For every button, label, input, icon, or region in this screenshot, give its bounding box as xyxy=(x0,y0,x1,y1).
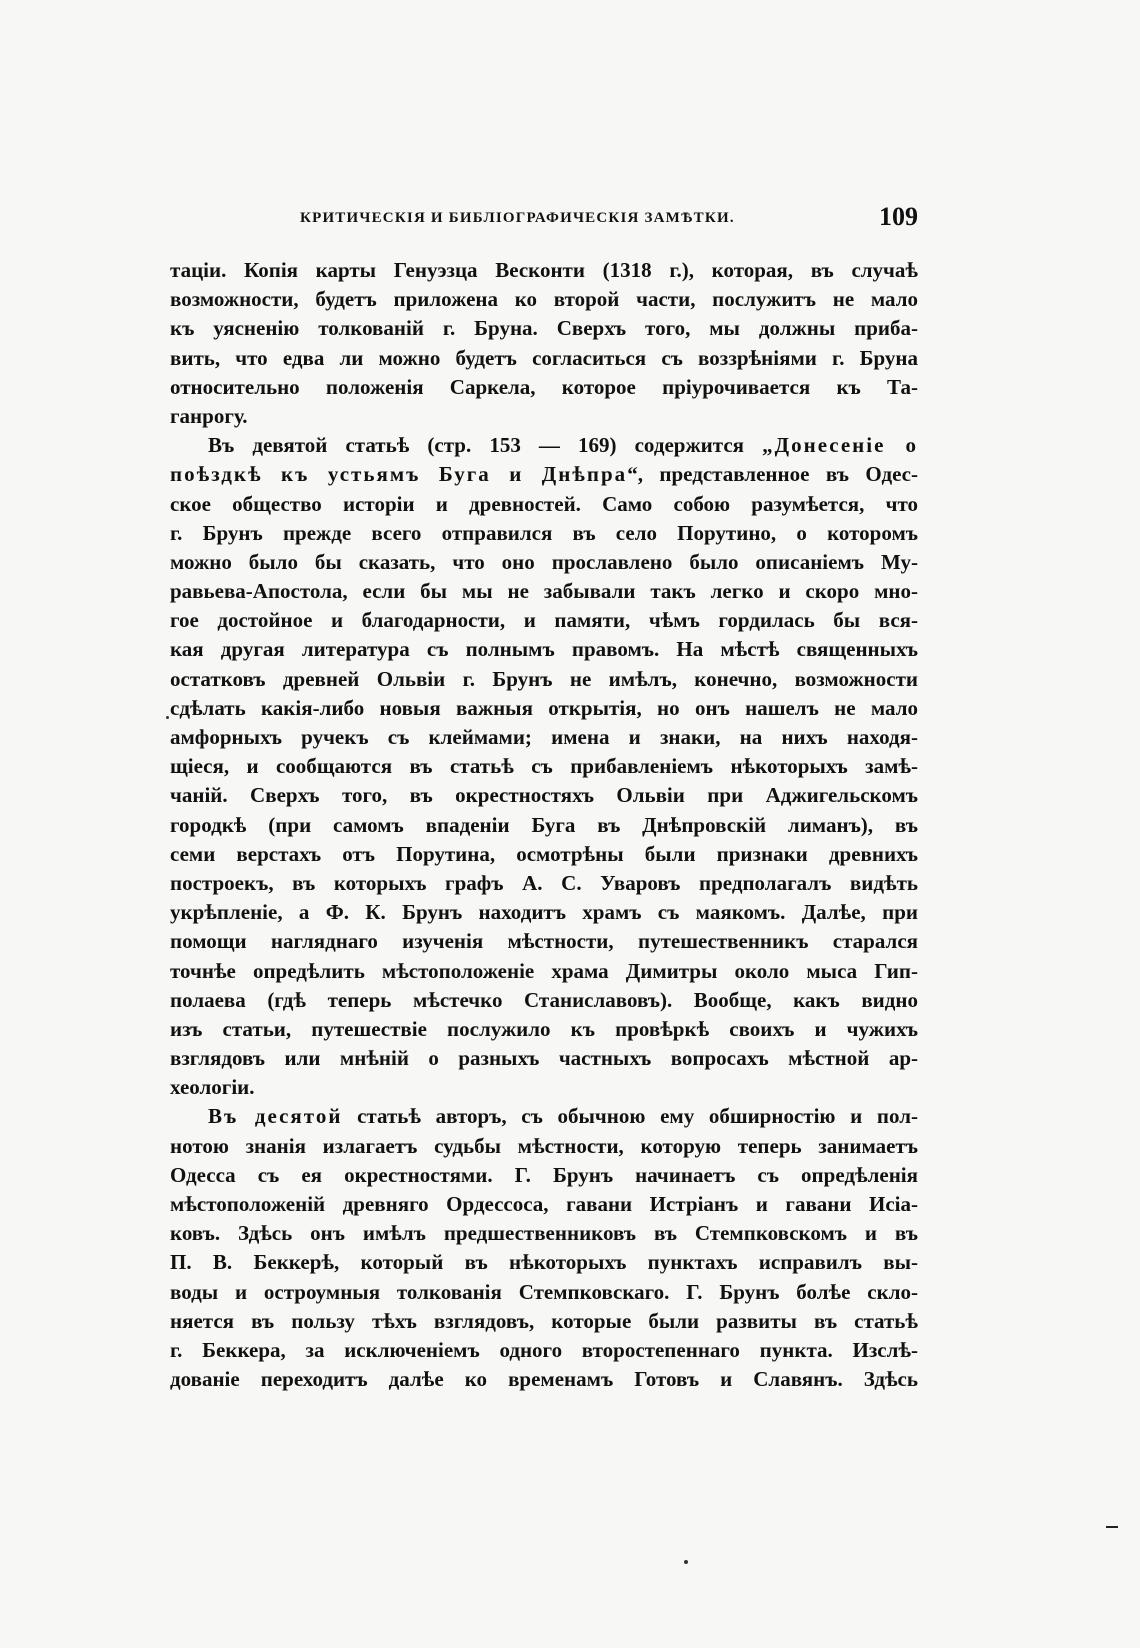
text-line: кая другая литература съ полнымъ правомъ. На мѣстѣ священныхъ xyxy=(170,637,918,662)
text-line: точнѣе опредѣлить мѣстоположеніе храма Димитры около мыса Гип- xyxy=(170,958,918,983)
text-line: дованіе переходитъ далѣе ко временамъ Готовъ и Славянъ. Здѣсь xyxy=(170,1367,918,1392)
text-line: щіеся, и сообщаются въ статьѣ съ прибавленіемъ нѣкоторыхъ замѣ- xyxy=(170,754,918,779)
spaced-phrase: Въ десятой xyxy=(208,1104,343,1129)
text-line: воды и остроумныя толкованія Стемпковскаго. Г. Брунъ болѣе скло- xyxy=(170,1279,918,1304)
text-line: Одесса съ ея окрестностями. Г. Брунъ начинаетъ съ опредѣленія xyxy=(170,1162,918,1187)
text-line: хеологіи. xyxy=(170,1075,255,1100)
scan-mark xyxy=(1106,1526,1118,1528)
text-line xyxy=(170,431,918,460)
text-line: няется въ пользу тѣхъ взглядовъ, которые были развиты въ статьѣ xyxy=(170,1308,918,1333)
text-line: городкѣ (при самомъ впаденіи Буга въ Днѣпровскій лиманъ), въ xyxy=(170,812,918,837)
page-number: 109 xyxy=(879,202,918,231)
text-line: относительно положенія Саркела, которое пріурочивается къ Та- xyxy=(170,374,918,399)
quoted-title-start: „Донесеніе о xyxy=(762,433,918,458)
text-fragment: Въ девятой статьѣ (стр. 153 — 169) содержится xyxy=(208,433,745,458)
text-line: къ уясненію толкованій г. Бруна. Сверхъ того, мы должны приба- xyxy=(170,316,918,341)
text-line: нотою знанія излагаетъ судьбы мѣстности, которую теперь занимаетъ xyxy=(170,1133,918,1158)
text-fragment: статьѣ авторъ, съ обычною ему обширностію и пол- xyxy=(357,1104,918,1129)
text-line: возможности, будетъ приложена ко второй части, послужитъ не мало xyxy=(170,287,918,312)
body-text xyxy=(170,256,918,1394)
text-line: вить, что едва ли можно будетъ согласиться съ воззрѣніями г. Бруна xyxy=(170,345,918,370)
text-line: амфорныхъ ручекъ съ клеймами; имена и знаки, на нихъ находя- xyxy=(170,725,918,749)
text-line: таціи. Копія карты Генуэзца Весконти (1318 г.), которая, въ случаѣ xyxy=(170,258,918,282)
text-line: остатковъ древней Ольвіи г. Брунъ не имѣлъ, конечно, возможности xyxy=(170,666,918,691)
text-line: г. Беккера, за исключеніемъ одного второстепеннаго пункта. Изслѣ- xyxy=(170,1337,918,1362)
text-line: укрѣпленіе, а Ф. К. Брунъ находитъ храмъ съ маякомъ. Далѣе, при xyxy=(170,900,918,925)
text-line xyxy=(170,460,918,489)
text-line: мѣстоположеній древняго Ордессоса, гавани Истріанъ и гавани Исіа- xyxy=(170,1192,918,1216)
scan-speck xyxy=(166,716,169,719)
text-line: П. В. Беккерѣ, который въ нѣкоторыхъ пунктахъ исправилъ вы- xyxy=(170,1250,918,1275)
text-line: г. Брунъ прежде всего отправился въ село Порутино, о которомъ xyxy=(170,520,918,545)
text-line: полаева (гдѣ теперь мѣстечко Станиславовъ). Вообще, какъ видно xyxy=(170,987,918,1012)
text-line: взглядовъ или мнѣній о разныхъ частныхъ вопросахъ мѣстной ар- xyxy=(170,1046,918,1071)
running-head xyxy=(170,202,918,236)
running-title: КРИТИЧЕСКІЯ И БИБЛІОГРАФИЧЕСКІЯ ЗАМѢТКИ. xyxy=(300,210,735,226)
text-line: равьева-Апостола, если бы мы не забывали такъ легко и скоро мно- xyxy=(170,579,918,604)
text-line: ковъ. Здѣсь онъ имѣлъ предшественниковъ въ Стемпковскомъ и въ xyxy=(170,1221,918,1246)
text-line: изъ статьи, путешествіе послужило къ провѣркѣ своихъ и чужихъ xyxy=(170,1016,918,1041)
text-line: можно было бы сказать, что оно прославлено было описаніемъ Му- xyxy=(170,549,918,574)
text-line: ганрогу. xyxy=(170,403,248,428)
text-fragment: “, представленное въ Одес- xyxy=(627,462,918,487)
text-line: сдѣлать какія-либо новыя важныя открытія, но онъ нашелъ не мало xyxy=(170,695,918,720)
text-line: семи верстахъ отъ Порутина, осмотрѣны были признаки древнихъ xyxy=(170,841,918,866)
quoted-title-end: поѣздкѣ къ устьямъ Буга и Днѣпра xyxy=(170,462,628,487)
text-line: ское общество исторіи и древностей. Само собою разумѣется, что xyxy=(170,491,918,516)
text-line: построекъ, въ которыхъ графъ А. С. Уваровъ предполагалъ видѣть xyxy=(170,870,918,895)
text-line: гое достойное и благодарности, и памяти, чѣмъ гордилась бы вся- xyxy=(170,608,918,633)
text-line: чаній. Сверхъ того, въ окрестностяхъ Ольвіи при Аджигельскомъ xyxy=(170,783,918,808)
text-line: помощи нагляднаго изученія мѣстности, путешественникъ старался xyxy=(170,929,918,954)
text-line xyxy=(170,1102,918,1131)
scan-speck xyxy=(684,1560,688,1564)
